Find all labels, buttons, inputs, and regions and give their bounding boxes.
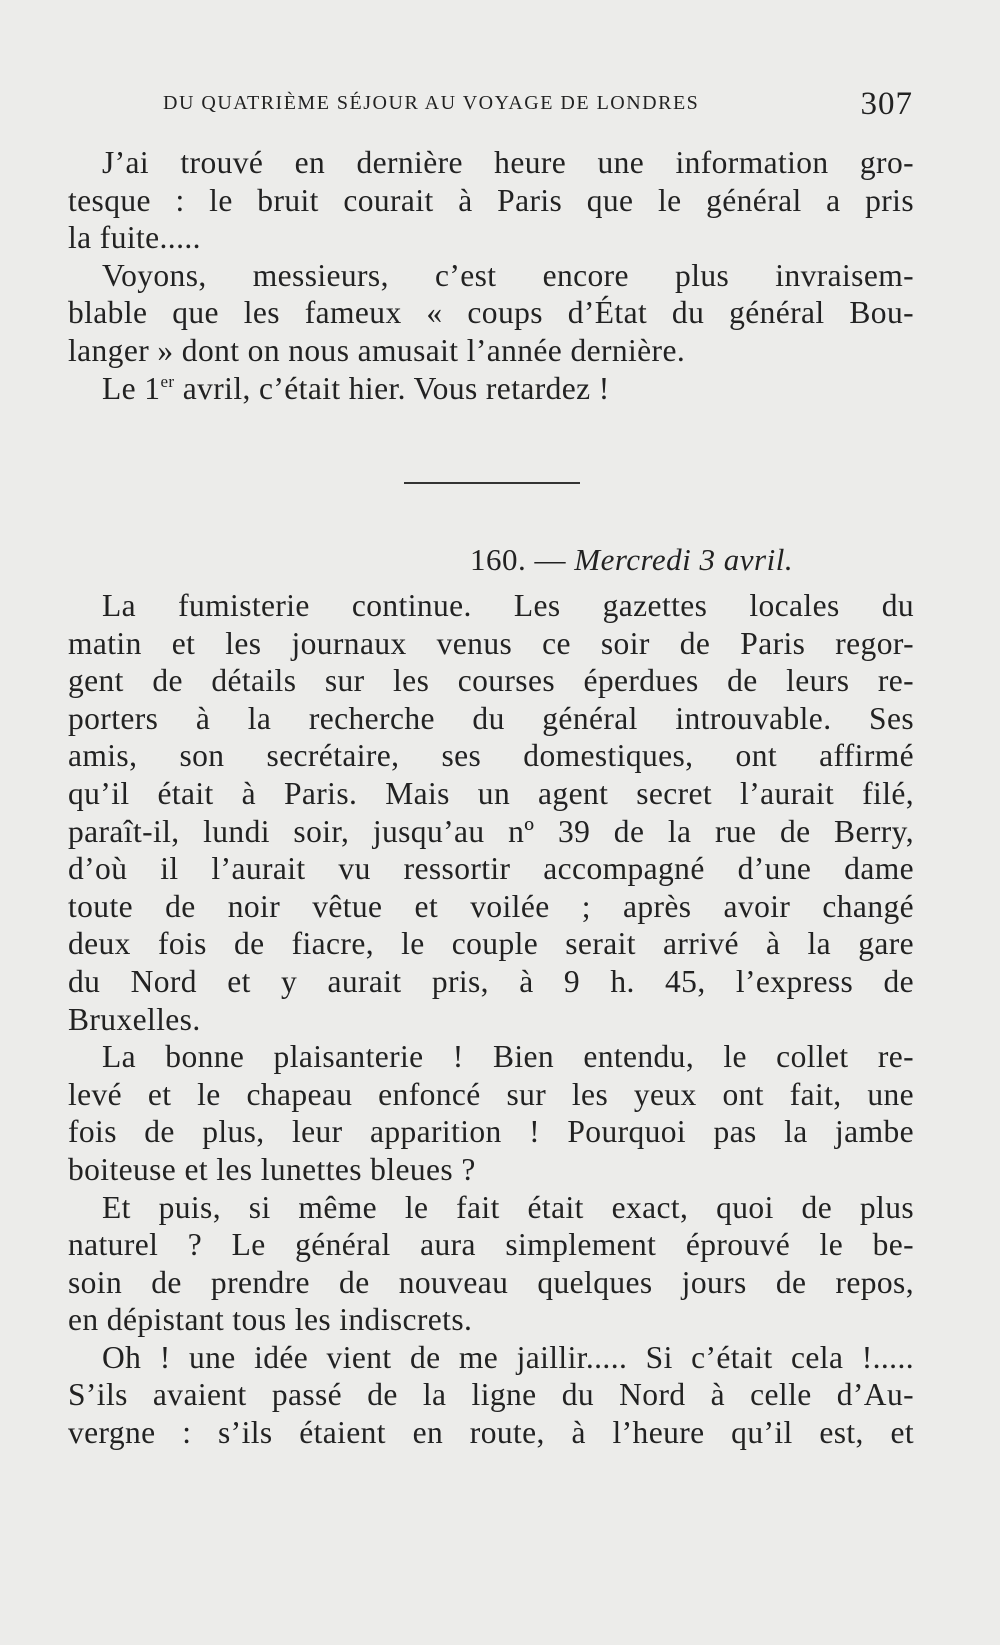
section-heading xyxy=(470,542,793,578)
running-title: DU QUATRIÈME SÉJOUR AU VOYAGE DE LONDRES xyxy=(163,92,700,114)
text-line: toute de noir vêtue et voilée ; après avoir changé xyxy=(68,888,914,924)
section-divider xyxy=(404,482,580,484)
text-line: blable que les fameux « coups d’État du général Bou- xyxy=(68,295,914,331)
text-line: deux fois de fiacre, le couple serait arrivé à la gare xyxy=(68,926,914,962)
section-number: 160. — xyxy=(470,542,566,577)
text-line: J’ai trouvé en dernière heure une information gro- xyxy=(102,145,914,180)
text-line: La bonne plaisanterie ! Bien entendu, le collet re- xyxy=(102,1039,914,1075)
text-line: boiteuse et les lunettes bleues ? xyxy=(68,1151,476,1187)
text-line: langer » dont on nous amusait l’année dernière. xyxy=(68,332,686,368)
text-line: naturel ? Le général aura simplement éprouvé le be- xyxy=(68,1227,914,1263)
text-line xyxy=(68,370,914,408)
text-line: porters à la recherche du général introuvable. Ses xyxy=(68,700,914,736)
text-line: amis, son secrétaire, ses domestiques, ont affirmé xyxy=(68,738,914,774)
text-line: tesque : le bruit courait à Paris que le général a pris xyxy=(68,182,914,218)
text-line: vergne : s’ils étaient en route, à l’heure qu’il est, et xyxy=(68,1415,914,1451)
text-line: qu’il était à Paris. Mais un agent secret l’aurait filé, xyxy=(68,775,914,811)
text-fragment: avril, c’était hier. Vous retardez ! xyxy=(174,370,610,406)
text-line: Bruxelles. xyxy=(68,1001,201,1037)
section-date: Mercredi 3 avril. xyxy=(574,542,794,577)
text-line: Et puis, si même le fait était exact, quoi de plus xyxy=(102,1189,914,1225)
page-number: 307 xyxy=(860,86,913,122)
text-line: d’où il l’aurait vu ressortir accompagné d’une dame xyxy=(68,851,914,887)
text-line: Voyons, messieurs, c’est encore plus invraisem- xyxy=(102,257,914,293)
text-line: Oh ! une idée vient de me jaillir..... Si c’était cela !..... xyxy=(102,1339,914,1375)
text-line: soin de prendre de nouveau quelques jours de repos, xyxy=(68,1264,914,1300)
text-fragment: Le 1 xyxy=(102,370,161,406)
text-line: fois de plus, leur apparition ! Pourquoi pas la jambe xyxy=(68,1114,914,1150)
text-line: La fumisterie continue. Les gazettes locales du xyxy=(102,588,914,623)
text-line: paraît-il, lundi soir, jusqu’au nº 39 de la rue de Berry, xyxy=(68,813,914,849)
text-line: gent de détails sur les courses éperdues de leurs re- xyxy=(68,663,914,699)
paragraph-block-1 xyxy=(68,144,914,407)
text-line: levé et le chapeau enfoncé sur les yeux ont fait, une xyxy=(68,1076,914,1112)
text-line: S’ils avaient passé de la ligne du Nord à celle d’Au- xyxy=(68,1377,914,1413)
running-header xyxy=(163,86,913,132)
text-line: matin et les journaux venus ce soir de Paris regor- xyxy=(68,625,914,661)
text-line: la fuite..... xyxy=(68,220,201,256)
ordinal-superscript: er xyxy=(160,371,175,391)
text-line: en dépistant tous les indiscrets. xyxy=(68,1302,473,1338)
paragraph-block-2 xyxy=(68,587,914,1452)
text-line: du Nord et y aurait pris, à 9 h. 45, l’express de xyxy=(68,963,914,999)
